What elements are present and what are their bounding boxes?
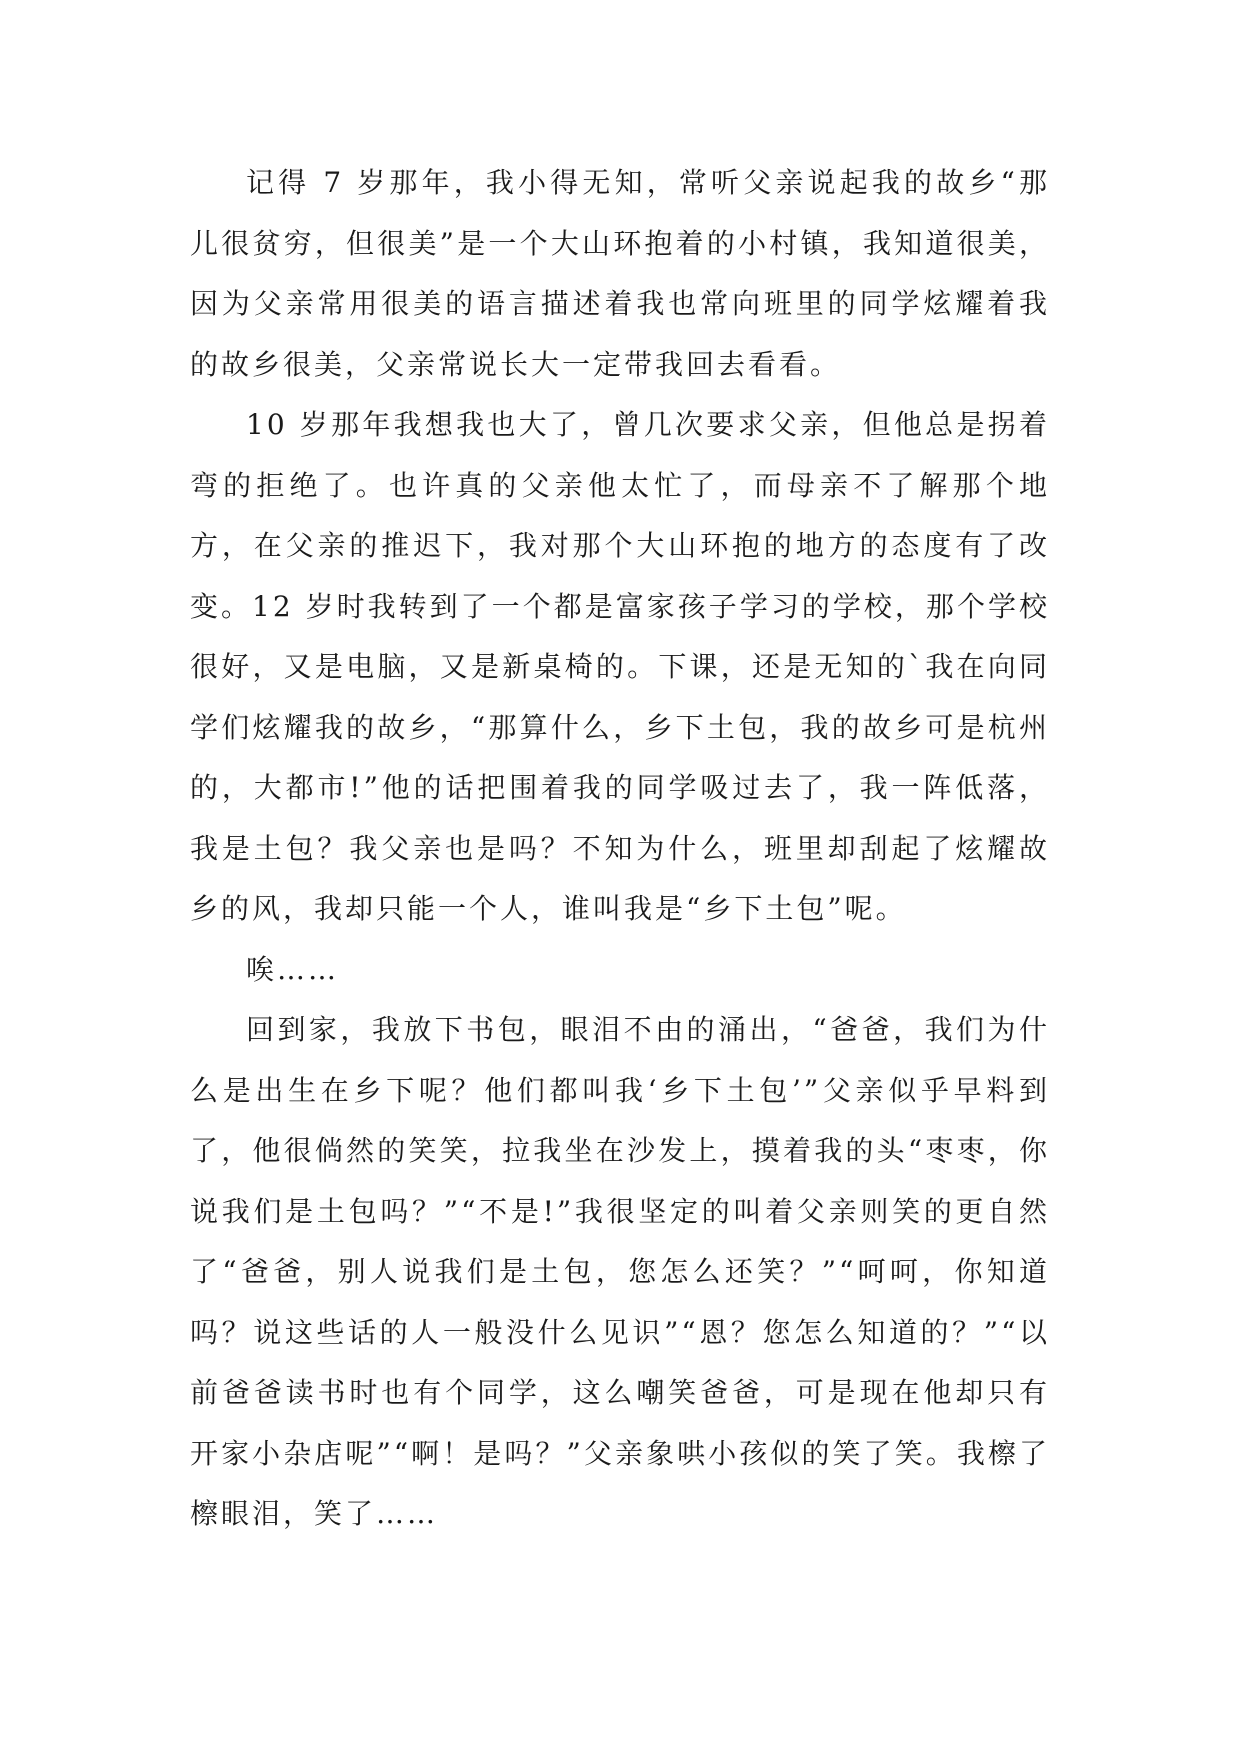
document-body (190, 153, 1050, 1545)
paragraph-2: 10 岁那年我想我也大了，曾几次要求父亲，但他总是拐着弯的拒绝了。也许真的父亲他太忙了，而母亲不了解那个地方，在父亲的推迟下，我对那个大山环抱的地方的态度有了改变。12 岁时我转到了一个都是富家孩子学习的学校，那个学校很好，又是电脑，又是新桌椅的。下课，还是无知的`我在向同学们炫耀我的故乡，“那算什么，乡下土包，我的故乡可是杭州的，大都市!”他的话把围着我的同学吸过去了，我一阵低落，我是土包？我父亲也是吗？不知为什么，班里却刮起了炫耀故乡的风，我却只能一个人，谁叫我是“乡下土包”呢。 (190, 408, 1050, 925)
paragraph-3: 唉…… (246, 952, 340, 986)
paragraph-4: 回到家，我放下书包，眼泪不由的涌出，“爸爸，我们为什么是出生在乡下呢？他们都叫我‘乡下土包’”父亲似乎早料到了，他很倘然的笑笑，拉我坐在沙发上，摸着我的头“枣枣，你说我们是土包吗？”“不是!”我很坚定的叫着父亲则笑的更自然了“爸爸，别人说我们是土包，您怎么还笑？”“呵呵，你知道吗？说这些话的人一般没什么见识”“恩？您怎么知道的？”“以前爸爸读书时也有个同学，这么嘲笑爸爸，可是现在他却只有开家小杂店呢”“啊！是吗？”父亲象哄小孩似的笑了笑。我檫了檫眼泪，笑了…… (190, 1013, 1050, 1530)
paragraph-1: 记得 7 岁那年，我小得无知，常听父亲说起我的故乡“那儿很贫穷，但很美”是一个大山环抱着的小村镇，我知道很美，因为父亲常用很美的语言描述着我也常向班里的同学炫耀着我的故乡很美，父亲常说长大一定带我回去看看。 (190, 166, 1050, 381)
